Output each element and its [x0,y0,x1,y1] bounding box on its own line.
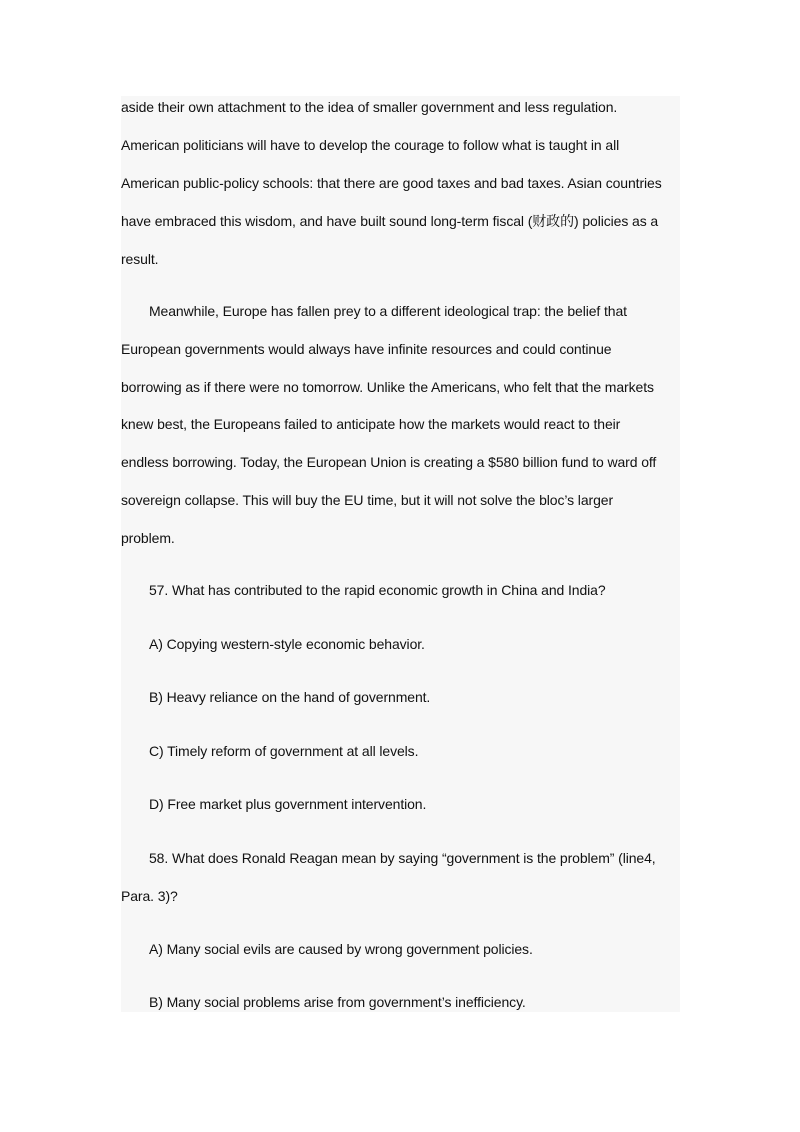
text-line: aside their own attachment to the idea of smaller government and less regulation. [121,99,618,115]
answer-option-c: C) Timely reform of government at all levels. [149,743,419,759]
question-stem-continued: Para. 3)? [121,888,178,904]
text-line: borrowing as if there were no tomorrow. Unlike the Americans, who felt that the markets [121,379,654,395]
question-stem: 58. What does Ronald Reagan mean by saying “government is the problem” (line4, [149,850,656,866]
text-line: European governments would always have infinite resources and could continue [121,341,612,357]
answer-option-a: A) Copying western-style economic behavior. [149,636,425,652]
question-stem: 57. What has contributed to the rapid economic growth in China and India? [149,582,606,598]
text-line: Meanwhile, Europe has fallen prey to a different ideological trap: the belief that [149,303,627,319]
answer-option-b: B) Heavy reliance on the hand of government. [149,689,431,705]
text-line: endless borrowing. Today, the European Union is creating a $580 billion fund to ward off [121,454,657,470]
text-line: American politicians will have to develop the courage to follow what is taught in all [121,137,620,153]
text-line: result. [121,251,159,267]
answer-option-b: B) Many social problems arise from government’s inefficiency. [149,994,526,1010]
answer-option-d: D) Free market plus government intervention. [149,796,427,812]
text-line: sovereign collapse. This will buy the EU time, but it will not solve the bloc’s larger [121,492,614,508]
text-line: have embraced this wisdom, and have built sound long-term fiscal (财政的) policies as a [121,213,659,229]
page-background [121,96,680,1012]
text-line: American public-policy schools: that there are good taxes and bad taxes. Asian countries [121,175,662,191]
text-line: knew best, the Europeans failed to anticipate how the markets would react to their [121,416,621,432]
answer-option-a: A) Many social evils are caused by wrong government policies. [149,941,533,957]
text-line: problem. [121,530,175,546]
